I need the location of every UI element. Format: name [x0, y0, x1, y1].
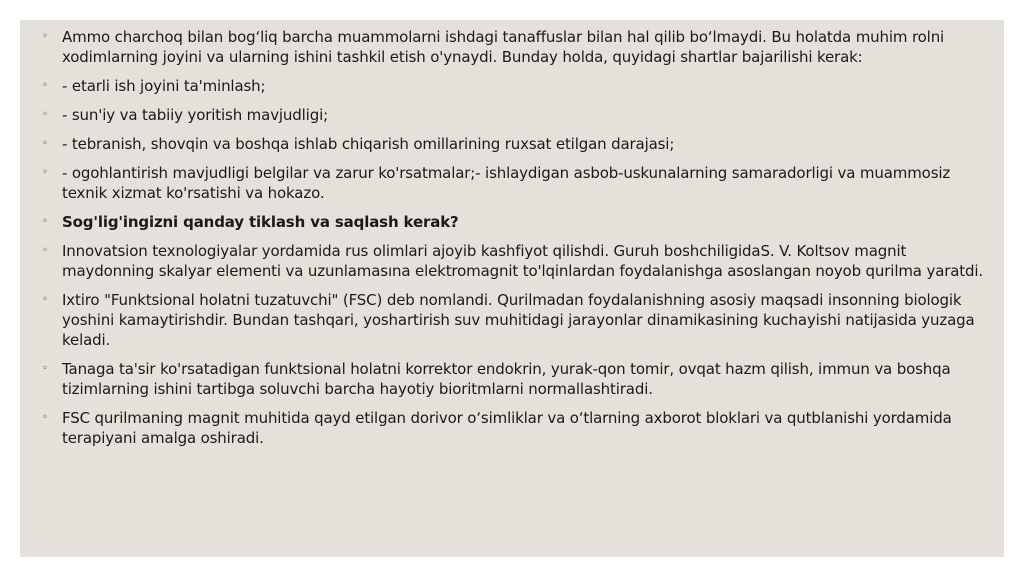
bullet-item-2	[42, 76, 988, 96]
bullet-text: FSC qurilmaning magnit muhitida qayd etilgan dorivor o‘simliklar va o‘tlarning axborot bloklari va qutblanishi yordamida terapiyani amalga oshiradi.	[62, 409, 952, 447]
bullet-text: - etarli ish joyini ta'minlash;	[62, 77, 266, 95]
bullet-item-4	[42, 134, 988, 154]
hollow-circle-bullet-icon: ◦	[42, 167, 48, 178]
hollow-circle-bullet-icon: ◦	[42, 363, 48, 374]
hollow-circle-bullet-icon: ◦	[42, 31, 48, 42]
bullet-item-7	[42, 241, 988, 281]
bullet-text: Ammo charchoq bilan bog‘liq barcha muammolarni ishdagi tanaffuslar bilan hal qilib bo‘lmaydi. Bu holatda muhim rolni xodimlarning joyini va ularning ishini tashkil etish o'ynaydi. Bunday holda, quyidagi shartlar bajarilishi kerak:	[62, 28, 945, 66]
bullet-text: - tebranish, shovqin va boshqa ishlab chiqarish omillarining ruxsat etilgan darajasi;	[62, 135, 675, 153]
bullet-item-6-heading	[42, 212, 988, 232]
bullet-text: Innovatsion texnologiyalar yordamida rus olimlari ajoyib kashfiyot qilishdi. Guruh boshchiligidaS. V. Koltsov magnit maydonning skalyar elementi va uzunlamasına elektromagnit to'lqinlardan foydalanishga asoslangan noyob qurilma yaratdi.	[62, 242, 984, 280]
hollow-circle-bullet-icon: ◦	[42, 245, 48, 256]
hollow-circle-bullet-icon: ◦	[42, 80, 48, 91]
hollow-circle-bullet-icon: ◦	[42, 138, 48, 149]
bullet-item-5	[42, 163, 988, 203]
bullet-item-1	[42, 27, 988, 67]
hollow-circle-bullet-icon: ◦	[42, 216, 48, 227]
bullet-item-8	[42, 290, 988, 350]
bullet-list	[42, 27, 988, 448]
bullet-text: Tanaga ta'sir ko'rsatadigan funktsional holatni korrektor endokrin, yurak-qon tomir, ovqat hazm qilish, immun va boshqa tizimlarning ishini tartibga soluvchi barcha hayotiy bioritmlarni normallashtiradi.	[62, 360, 951, 398]
content-panel	[20, 20, 1004, 557]
hollow-circle-bullet-icon: ◦	[42, 109, 48, 120]
bullet-item-3	[42, 105, 988, 125]
hollow-circle-bullet-icon: ◦	[42, 412, 48, 423]
bullet-heading-text: Sog'lig'ingizni qanday tiklash va saqlash kerak?	[62, 213, 459, 231]
bullet-text: - ogohlantirish mavjudligi belgilar va zarur ko'rsatmalar;- ishlaydigan asbob-uskunalarning samaradorligi va muammosiz texnik xizmat ko'rsatishi va hokazo.	[62, 164, 951, 202]
bullet-item-10	[42, 408, 988, 448]
hollow-circle-bullet-icon: ◦	[42, 294, 48, 305]
bullet-text: Ixtiro "Funktsional holatni tuzatuvchi" (FSC) deb nomlandi. Qurilmadan foydalanishning asosiy maqsadi insonning biologik yoshini kamaytirishdir. Bundan tashqari, yoshartirish suv muhitidagi jarayonlar dinamikasining kuchayishi natijasida yuzaga keladi.	[62, 291, 975, 349]
bullet-text: - sun'iy va tabiiy yoritish mavjudligi;	[62, 106, 328, 124]
bullet-item-9	[42, 359, 988, 399]
